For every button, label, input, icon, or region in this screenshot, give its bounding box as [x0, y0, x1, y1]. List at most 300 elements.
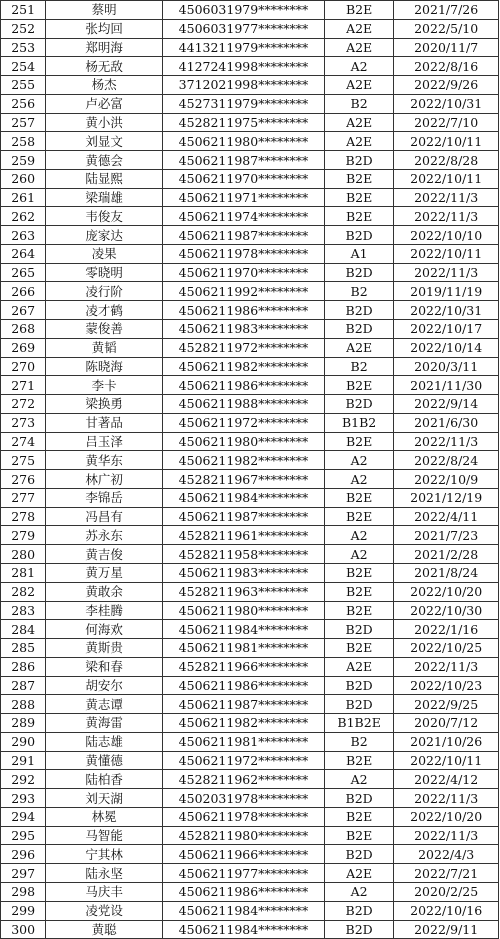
name-cell: 张均回 [46, 19, 163, 38]
id-number-cell: 4506211984******** [162, 920, 324, 939]
table-row [1, 657, 499, 676]
id-number-cell: 4506211966******** [162, 845, 324, 864]
row-number-cell: 256 [1, 94, 46, 113]
date-cell: 2022/10/11 [394, 244, 499, 263]
date-cell: 2022/8/16 [394, 57, 499, 76]
date-cell: 2021/7/26 [394, 1, 499, 20]
row-number-cell: 292 [1, 770, 46, 789]
table-row [1, 620, 499, 639]
table-row [1, 563, 499, 582]
license-class-cell: A2 [324, 451, 393, 470]
date-cell: 2022/10/9 [394, 470, 499, 489]
table-row [1, 151, 499, 170]
table-row [1, 451, 499, 470]
name-cell: 庞家达 [46, 226, 163, 245]
id-number-cell: 4528211961******** [162, 526, 324, 545]
id-number-cell: 4528211972******** [162, 338, 324, 357]
license-class-cell: B2D [324, 395, 393, 414]
license-class-cell: B2E [324, 807, 393, 826]
date-cell: 2022/7/10 [394, 113, 499, 132]
license-class-cell: B2 [324, 94, 393, 113]
table-row [1, 169, 499, 188]
name-cell: 梁换勇 [46, 395, 163, 414]
license-class-cell: B2E [324, 188, 393, 207]
date-cell: 2022/8/24 [394, 451, 499, 470]
license-class-cell: B2E [324, 432, 393, 451]
table-row [1, 188, 499, 207]
table-row [1, 301, 499, 320]
name-cell: 刘天湖 [46, 789, 163, 808]
table-row [1, 507, 499, 526]
name-cell: 吕玉泽 [46, 432, 163, 451]
id-number-cell: 4506211972******** [162, 413, 324, 432]
license-class-cell: A2E [324, 38, 393, 57]
name-cell: 林广初 [46, 470, 163, 489]
row-number-cell: 291 [1, 751, 46, 770]
table-row [1, 714, 499, 733]
table-row [1, 376, 499, 395]
table-row [1, 920, 499, 939]
date-cell: 2021/10/26 [394, 732, 499, 751]
table-row [1, 545, 499, 564]
name-cell: 黄吉俊 [46, 545, 163, 564]
name-cell: 陆柏香 [46, 770, 163, 789]
table-row [1, 226, 499, 245]
table-row [1, 38, 499, 57]
name-cell: 林冕 [46, 807, 163, 826]
row-number-cell: 280 [1, 545, 46, 564]
license-class-cell: A2 [324, 526, 393, 545]
name-cell: 黄敢余 [46, 582, 163, 601]
id-number-cell: 4506211983******** [162, 320, 324, 339]
name-cell: 梁瑞雄 [46, 188, 163, 207]
table-row [1, 338, 499, 357]
row-number-cell: 271 [1, 376, 46, 395]
row-number-cell: 257 [1, 113, 46, 132]
license-class-cell: A2 [324, 545, 393, 564]
name-cell: 李卡 [46, 376, 163, 395]
license-class-cell: A2 [324, 882, 393, 901]
row-number-cell: 282 [1, 582, 46, 601]
row-number-cell: 284 [1, 620, 46, 639]
id-number-cell: 4506211970******** [162, 169, 324, 188]
license-class-cell: B2E [324, 826, 393, 845]
name-cell: 陆志雄 [46, 732, 163, 751]
id-number-cell: 4506211984******** [162, 620, 324, 639]
row-number-cell: 260 [1, 169, 46, 188]
table-row [1, 695, 499, 714]
row-number-cell: 296 [1, 845, 46, 864]
table-row [1, 789, 499, 808]
row-number-cell: 269 [1, 338, 46, 357]
license-class-cell: B2D [324, 320, 393, 339]
id-number-cell: 4528211975******** [162, 113, 324, 132]
table-row [1, 864, 499, 883]
row-number-cell: 270 [1, 357, 46, 376]
row-number-cell: 272 [1, 395, 46, 414]
row-number-cell: 288 [1, 695, 46, 714]
license-class-cell: B1B2E [324, 714, 393, 733]
row-number-cell: 283 [1, 601, 46, 620]
id-number-cell: 4506211987******** [162, 226, 324, 245]
row-number-cell: 298 [1, 882, 46, 901]
name-cell: 李桂腾 [46, 601, 163, 620]
table-row [1, 676, 499, 695]
row-number-cell: 300 [1, 920, 46, 939]
id-number-cell: 4506211984******** [162, 901, 324, 920]
table-row [1, 901, 499, 920]
id-number-cell: 4506211986******** [162, 882, 324, 901]
table-row [1, 413, 499, 432]
name-cell: 黄万星 [46, 563, 163, 582]
name-cell: 陆永坚 [46, 864, 163, 883]
table-row [1, 207, 499, 226]
row-number-cell: 265 [1, 263, 46, 282]
row-number-cell: 264 [1, 244, 46, 263]
table-row [1, 601, 499, 620]
id-number-cell: 4506211992******** [162, 282, 324, 301]
table-row [1, 526, 499, 545]
date-cell: 2022/10/10 [394, 226, 499, 245]
records-table-body [1, 1, 499, 939]
id-number-cell: 4506211988******** [162, 395, 324, 414]
row-number-cell: 263 [1, 226, 46, 245]
id-number-cell: 4506211970******** [162, 263, 324, 282]
date-cell: 2022/1/16 [394, 620, 499, 639]
id-number-cell: 4506211987******** [162, 151, 324, 170]
row-number-cell: 266 [1, 282, 46, 301]
row-number-cell: 289 [1, 714, 46, 733]
license-class-cell: B2E [324, 507, 393, 526]
id-number-cell: 4506211987******** [162, 695, 324, 714]
date-cell: 2020/3/11 [394, 357, 499, 376]
date-cell: 2022/11/3 [394, 188, 499, 207]
license-class-cell: B2 [324, 732, 393, 751]
date-cell: 2022/11/3 [394, 263, 499, 282]
license-class-cell: A2E [324, 76, 393, 95]
id-number-cell: 4506211980******** [162, 432, 324, 451]
name-cell: 杨杰 [46, 76, 163, 95]
date-cell: 2022/9/14 [394, 395, 499, 414]
license-class-cell: A2 [324, 770, 393, 789]
date-cell: 2022/10/30 [394, 601, 499, 620]
license-class-cell: A1 [324, 244, 393, 263]
date-cell: 2020/11/7 [394, 38, 499, 57]
license-class-cell: B2E [324, 207, 393, 226]
row-number-cell: 278 [1, 507, 46, 526]
row-number-cell: 274 [1, 432, 46, 451]
id-number-cell: 4506211971******** [162, 188, 324, 207]
license-class-cell: A2E [324, 19, 393, 38]
name-cell: 黄聪 [46, 920, 163, 939]
table-row [1, 470, 499, 489]
row-number-cell: 295 [1, 826, 46, 845]
date-cell: 2022/5/10 [394, 19, 499, 38]
date-cell: 2022/11/3 [394, 657, 499, 676]
date-cell: 2022/10/11 [394, 751, 499, 770]
license-class-cell: B2D [324, 676, 393, 695]
date-cell: 2022/10/25 [394, 639, 499, 658]
id-number-cell: 3712021998******** [162, 76, 324, 95]
license-class-cell: B2E [324, 376, 393, 395]
id-number-cell: 4527311979******** [162, 94, 324, 113]
date-cell: 2021/12/19 [394, 488, 499, 507]
name-cell: 黄懂德 [46, 751, 163, 770]
id-number-cell: 4506211978******** [162, 244, 324, 263]
id-number-cell: 4506211982******** [162, 714, 324, 733]
name-cell: 黄德会 [46, 151, 163, 170]
name-cell: 黄小洪 [46, 113, 163, 132]
row-number-cell: 254 [1, 57, 46, 76]
row-number-cell: 259 [1, 151, 46, 170]
license-class-cell: A2 [324, 57, 393, 76]
date-cell: 2022/9/26 [394, 76, 499, 95]
license-class-cell: B2 [324, 282, 393, 301]
name-cell: 甘著品 [46, 413, 163, 432]
row-number-cell: 258 [1, 132, 46, 151]
table-row [1, 94, 499, 113]
license-class-cell: A2E [324, 338, 393, 357]
row-number-cell: 277 [1, 488, 46, 507]
license-class-cell: A2E [324, 657, 393, 676]
license-class-cell: B2D [324, 695, 393, 714]
row-number-cell: 275 [1, 451, 46, 470]
name-cell: 蒙俊善 [46, 320, 163, 339]
name-cell: 胡安尔 [46, 676, 163, 695]
name-cell: 黄海雷 [46, 714, 163, 733]
name-cell: 马庆丰 [46, 882, 163, 901]
id-number-cell: 4506211983******** [162, 563, 324, 582]
date-cell: 2021/7/23 [394, 526, 499, 545]
row-number-cell: 281 [1, 563, 46, 582]
license-class-cell: B2E [324, 639, 393, 658]
table-row [1, 76, 499, 95]
row-number-cell: 273 [1, 413, 46, 432]
date-cell: 2019/11/19 [394, 282, 499, 301]
name-cell: 宁其林 [46, 845, 163, 864]
id-number-cell: 4506211984******** [162, 488, 324, 507]
row-number-cell: 262 [1, 207, 46, 226]
row-number-cell: 268 [1, 320, 46, 339]
id-number-cell: 4506211981******** [162, 639, 324, 658]
license-class-cell: A2E [324, 113, 393, 132]
id-number-cell: 4528211980******** [162, 826, 324, 845]
id-number-cell: 4528211967******** [162, 470, 324, 489]
name-cell: 零晓明 [46, 263, 163, 282]
table-row [1, 357, 499, 376]
id-number-cell: 4413211979******** [162, 38, 324, 57]
date-cell: 2022/10/17 [394, 320, 499, 339]
id-number-cell: 4127241998******** [162, 57, 324, 76]
table-row [1, 57, 499, 76]
license-class-cell: B2D [324, 301, 393, 320]
table-row [1, 639, 499, 658]
table-row [1, 845, 499, 864]
id-number-cell: 4506211986******** [162, 676, 324, 695]
date-cell: 2022/10/23 [394, 676, 499, 695]
table-row [1, 826, 499, 845]
table-row [1, 807, 499, 826]
table-row [1, 19, 499, 38]
row-number-cell: 267 [1, 301, 46, 320]
date-cell: 2020/2/25 [394, 882, 499, 901]
table-row [1, 320, 499, 339]
date-cell: 2021/8/24 [394, 563, 499, 582]
id-number-cell: 4506211981******** [162, 732, 324, 751]
table-row [1, 882, 499, 901]
row-number-cell: 290 [1, 732, 46, 751]
date-cell: 2022/11/3 [394, 789, 499, 808]
row-number-cell: 285 [1, 639, 46, 658]
table-row [1, 113, 499, 132]
license-class-cell: B2D [324, 620, 393, 639]
id-number-cell: 4528211966******** [162, 657, 324, 676]
table-row [1, 582, 499, 601]
name-cell: 冯昌有 [46, 507, 163, 526]
id-number-cell: 4506211972******** [162, 751, 324, 770]
date-cell: 2022/9/25 [394, 695, 499, 714]
row-number-cell: 253 [1, 38, 46, 57]
date-cell: 2022/11/3 [394, 207, 499, 226]
date-cell: 2022/8/28 [394, 151, 499, 170]
id-number-cell: 4506211977******** [162, 864, 324, 883]
name-cell: 黄斯贵 [46, 639, 163, 658]
id-number-cell: 4506211974******** [162, 207, 324, 226]
id-number-cell: 4502031978******** [162, 789, 324, 808]
date-cell: 2022/7/21 [394, 864, 499, 883]
table-row [1, 1, 499, 20]
name-cell: 凌才鹤 [46, 301, 163, 320]
id-number-cell: 4506211986******** [162, 301, 324, 320]
date-cell: 2022/9/11 [394, 920, 499, 939]
name-cell: 刘显文 [46, 132, 163, 151]
license-class-cell: B1B2 [324, 413, 393, 432]
name-cell: 郑明海 [46, 38, 163, 57]
date-cell: 2021/2/28 [394, 545, 499, 564]
row-number-cell: 279 [1, 526, 46, 545]
date-cell: 2022/10/31 [394, 301, 499, 320]
row-number-cell: 299 [1, 901, 46, 920]
date-cell: 2022/4/11 [394, 507, 499, 526]
date-cell: 2022/10/20 [394, 807, 499, 826]
license-class-cell: B2E [324, 1, 393, 20]
name-cell: 凌行阶 [46, 282, 163, 301]
row-number-cell: 286 [1, 657, 46, 676]
row-number-cell: 251 [1, 1, 46, 20]
license-class-cell: A2E [324, 132, 393, 151]
date-cell: 2022/10/20 [394, 582, 499, 601]
license-class-cell: A2E [324, 864, 393, 883]
id-number-cell: 4528211958******** [162, 545, 324, 564]
name-cell: 何海欢 [46, 620, 163, 639]
date-cell: 2021/6/30 [394, 413, 499, 432]
date-cell: 2022/10/16 [394, 901, 499, 920]
license-class-cell: B2D [324, 789, 393, 808]
row-number-cell: 276 [1, 470, 46, 489]
name-cell: 黄志谭 [46, 695, 163, 714]
table-row [1, 395, 499, 414]
date-cell: 2020/7/12 [394, 714, 499, 733]
license-class-cell: B2E [324, 601, 393, 620]
date-cell: 2022/10/11 [394, 132, 499, 151]
row-number-cell: 261 [1, 188, 46, 207]
row-number-cell: 293 [1, 789, 46, 808]
date-cell: 2022/4/3 [394, 845, 499, 864]
name-cell: 陆显熙 [46, 169, 163, 188]
license-class-cell: A2 [324, 470, 393, 489]
table-row [1, 770, 499, 789]
id-number-cell: 4506211987******** [162, 507, 324, 526]
name-cell: 黄华东 [46, 451, 163, 470]
id-number-cell: 4506211978******** [162, 807, 324, 826]
date-cell: 2021/11/30 [394, 376, 499, 395]
name-cell: 凌果 [46, 244, 163, 263]
id-number-cell: 4506211986******** [162, 376, 324, 395]
date-cell: 2022/11/3 [394, 432, 499, 451]
license-class-cell: B2E [324, 751, 393, 770]
name-cell: 李锦岳 [46, 488, 163, 507]
date-cell: 2022/10/14 [394, 338, 499, 357]
date-cell: 2022/4/12 [394, 770, 499, 789]
table-row [1, 751, 499, 770]
id-number-cell: 4506211980******** [162, 132, 324, 151]
name-cell: 卢必富 [46, 94, 163, 113]
id-number-cell: 4506031977******** [162, 19, 324, 38]
license-class-cell: B2E [324, 582, 393, 601]
row-number-cell: 297 [1, 864, 46, 883]
license-class-cell: B2E [324, 169, 393, 188]
license-class-cell: B2D [324, 263, 393, 282]
license-class-cell: B2E [324, 488, 393, 507]
name-cell: 蔡明 [46, 1, 163, 20]
license-class-cell: B2D [324, 845, 393, 864]
date-cell: 2022/10/31 [394, 94, 499, 113]
id-number-cell: 4506211980******** [162, 601, 324, 620]
id-number-cell: 4528211962******** [162, 770, 324, 789]
row-number-cell: 294 [1, 807, 46, 826]
row-number-cell: 255 [1, 76, 46, 95]
id-number-cell: 4506211982******** [162, 451, 324, 470]
license-class-cell: B2 [324, 357, 393, 376]
name-cell: 凌党设 [46, 901, 163, 920]
license-class-cell: B2D [324, 920, 393, 939]
id-number-cell: 4506211982******** [162, 357, 324, 376]
table-row [1, 732, 499, 751]
table-row [1, 432, 499, 451]
table-row [1, 244, 499, 263]
table-row [1, 488, 499, 507]
table-row [1, 132, 499, 151]
date-cell: 2022/10/11 [394, 169, 499, 188]
id-number-cell: 4506031979******** [162, 1, 324, 20]
table-row [1, 282, 499, 301]
name-cell: 韦俊友 [46, 207, 163, 226]
name-cell: 马智能 [46, 826, 163, 845]
license-class-cell: B2D [324, 901, 393, 920]
license-class-cell: B2D [324, 226, 393, 245]
name-cell: 陈晓海 [46, 357, 163, 376]
id-number-cell: 4528211963******** [162, 582, 324, 601]
name-cell: 苏永东 [46, 526, 163, 545]
license-class-cell: B2E [324, 563, 393, 582]
table-row [1, 263, 499, 282]
row-number-cell: 287 [1, 676, 46, 695]
license-class-cell: B2D [324, 151, 393, 170]
name-cell: 梁和春 [46, 657, 163, 676]
name-cell: 黄韬 [46, 338, 163, 357]
row-number-cell: 252 [1, 19, 46, 38]
name-cell: 杨无敌 [46, 57, 163, 76]
